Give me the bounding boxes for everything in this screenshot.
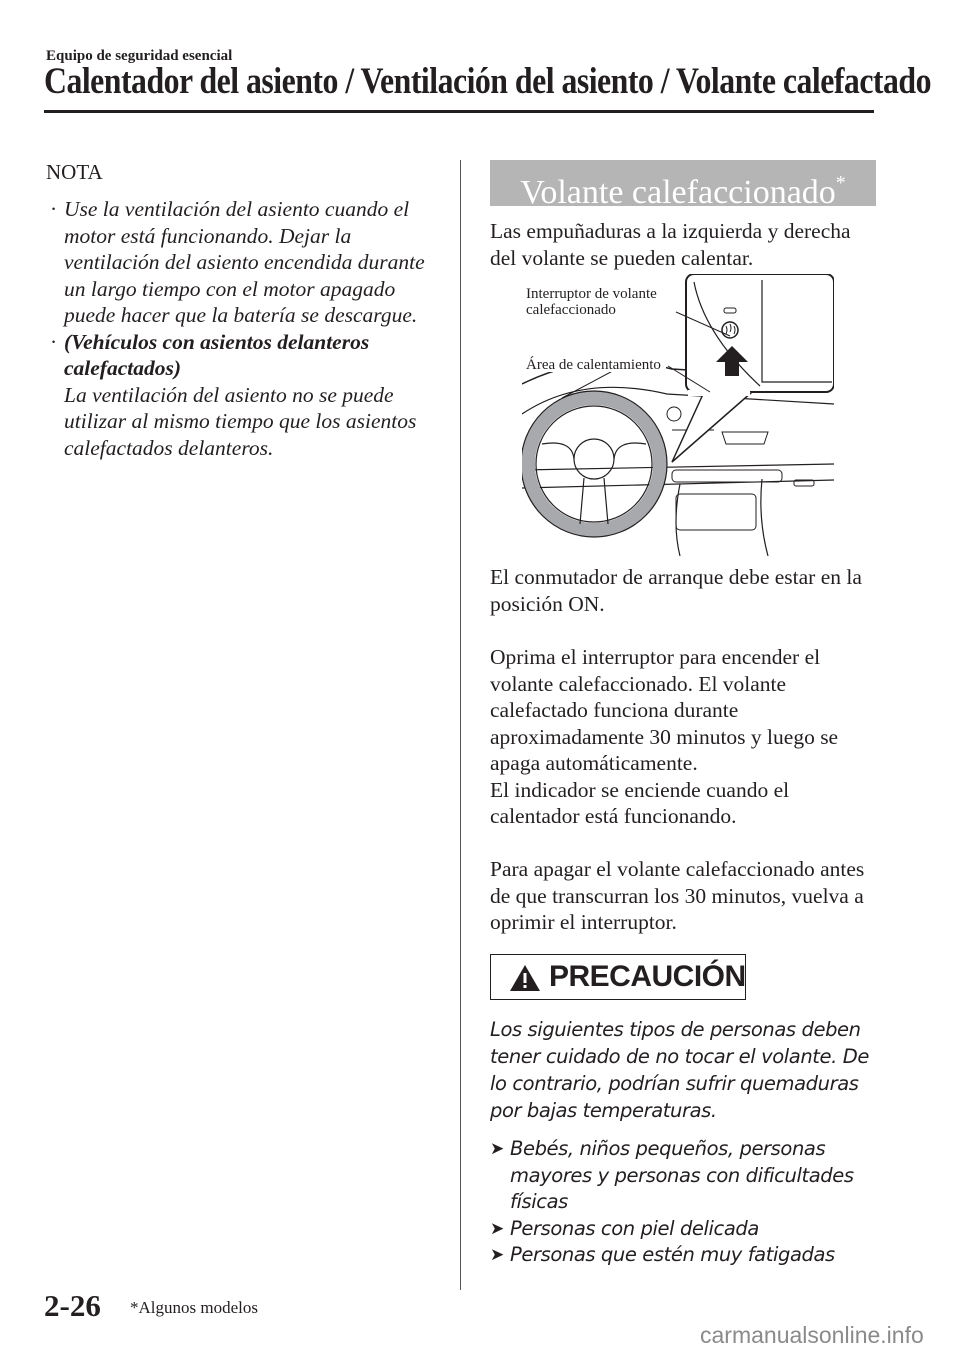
note-item (46, 329, 446, 462)
arrow-bullet-icon: ➤ (490, 1139, 504, 1159)
list-item (490, 1242, 870, 1269)
steering-wheel-diagram (522, 274, 834, 556)
page-title: Calentador del asiento / Ventilación del asiento / Volante calefactado (44, 61, 931, 102)
intro-paragraph: Las empuñaduras a la izquierda y derecha del volante se pueden calentar. (490, 219, 851, 270)
arrow-bullet-icon: ➤ (490, 1245, 504, 1265)
note-list (46, 196, 446, 461)
arrow-bullet-icon: ➤ (490, 1218, 504, 1239)
note-item (46, 196, 446, 329)
footnote: *Algunos modelos (130, 1298, 258, 1317)
note-item-bold: (Vehículos con asientos delanteros calefactados) (64, 329, 370, 380)
section-title-mark: * (835, 172, 846, 194)
page-number: 2-26 (44, 1288, 101, 1323)
label-switch: Interruptor de volante (526, 286, 657, 302)
label-heating-area: Área de calentamiento (526, 357, 661, 373)
section-label: Equipo de seguridad esencial (46, 48, 233, 64)
list-item (490, 1216, 870, 1243)
paragraph-ignition: El conmutador de arranque debe estar en la posición ON. (490, 565, 862, 616)
section-banner (490, 160, 876, 211)
bullet-dot-icon: · (50, 197, 58, 221)
warning-triangle-icon (509, 963, 541, 993)
paragraph-operation-line: Oprima el interruptor para encender el volante calefaccionado. El volante calefactado funciona durante aproximadamente 30 minutos y luego se apaga automáticamente. (490, 645, 839, 775)
list-item-text: Bebés, niños pequeños, personas mayores y personas con dificultades físicas (510, 1137, 854, 1213)
list-item-text: Personas con piel delicada (510, 1216, 759, 1240)
caution-box (490, 954, 746, 1000)
watermark: carmanualsonline.info (700, 1322, 924, 1348)
paragraph-operation-line: El indicador se enciende cuando el calentador está funcionando. (490, 777, 790, 828)
list-item (490, 1136, 870, 1216)
note-title: NOTA (46, 160, 103, 184)
caution-label: PRECAUCIÓN (549, 960, 746, 993)
section-title: Volante calefaccionado (520, 174, 836, 211)
list-item-text: Personas que estén muy fatigadas (510, 1243, 835, 1266)
bullet-dot-icon: · (50, 329, 58, 354)
note-item-text: La ventilación del asiento no se puede utilizar al mismo tiempo que los asientos calefactados delanteros. (64, 382, 417, 460)
column-divider (460, 160, 461, 1290)
label-switch-2: calefaccionado (526, 302, 616, 318)
note-item-text: Use la ventilación del asiento cuando el motor está funcionando. Dejar la ventilación del asiento encendida durante un largo tiempo con el motor apagado puede hacer que la batería se descargue. (64, 197, 425, 327)
title-rule (44, 110, 874, 113)
paragraph-operation (490, 644, 872, 830)
caution-bullets (490, 1136, 870, 1269)
heating-area (528, 398, 660, 530)
paragraph-turn-off: Para apagar el volante calefaccionado antes de que transcurran los 30 minutos, vuelva a oprimir el interruptor. (490, 857, 865, 934)
caution-text: Los siguientes tipos de personas deben tener cuidado de no tocar el volante. De lo contrario, podrían sufrir quemaduras por bajas temperaturas. (490, 1018, 869, 1122)
